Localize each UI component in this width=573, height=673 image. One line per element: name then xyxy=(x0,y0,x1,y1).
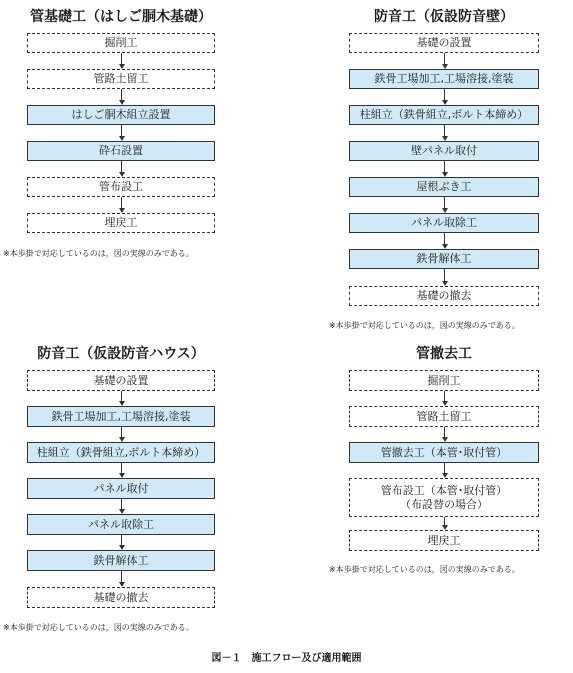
flow-step-label: パネル取除工 xyxy=(88,517,154,531)
flow-step-box xyxy=(27,478,215,499)
flow-step-box xyxy=(27,177,215,197)
flow-title-kantekkyo: 管撤去工 xyxy=(416,346,472,362)
flow-connector-line xyxy=(444,391,445,401)
flow-step-box xyxy=(349,105,539,125)
flow-connector-line xyxy=(444,197,445,208)
flow-step-label: 掘削工 xyxy=(427,373,461,387)
flow-connector-line xyxy=(444,125,445,136)
flow-step-box xyxy=(349,478,539,517)
flow-connector-line xyxy=(121,89,122,100)
flow-step-box xyxy=(27,406,215,427)
flow-note-kantekkyo: ※本歩掛で対応しているのは，図の実線のみである。 xyxy=(329,565,520,574)
flow-connector-line xyxy=(121,427,122,437)
flow-connector-line xyxy=(121,499,122,509)
flow-connector-line xyxy=(444,161,445,172)
flow-note-boon-kabe: ※本歩掛で対応しているのは，図の実線のみである。 xyxy=(329,321,520,330)
flow-step-label: 砕石設置 xyxy=(99,144,143,157)
flow-step-label: 管布設工 xyxy=(99,180,143,193)
flow-step-label: 鉄骨工場加工,工場溶接,塗装 xyxy=(51,409,191,423)
flow-step-box xyxy=(27,69,215,89)
flow-title-boon-house: 防音工（仮設防音ハウス） xyxy=(37,346,205,362)
flow-step-box xyxy=(27,370,215,391)
flow-step-label: 基礎の撤去 xyxy=(93,590,149,604)
flow-step-box xyxy=(349,370,539,391)
flow-step-box xyxy=(349,141,539,161)
flow-step-box xyxy=(27,514,215,535)
flow-connector-line xyxy=(121,197,122,208)
flow-connector-line xyxy=(444,53,445,64)
flow-step-box xyxy=(349,177,539,197)
flow-step-label: 管路土留工 xyxy=(416,409,472,423)
flow-step-label: 埋戻工 xyxy=(427,533,461,547)
flow-connector-line xyxy=(121,463,122,473)
flow-step-box xyxy=(27,442,215,463)
flow-step-label: 基礎の撤去 xyxy=(416,289,472,302)
figure-caption: 図－１ 施工フロー及び適用範囲 xyxy=(211,653,362,664)
flow-step-box xyxy=(349,442,539,463)
flow-step-box xyxy=(349,33,539,53)
flow-title-kankiso: 管基礎工（はしご胴木基礎） xyxy=(30,9,212,25)
flow-step-box xyxy=(349,213,539,233)
flow-connector-line xyxy=(444,427,445,437)
flow-step-label: 管布設工（本管･取付管） （布設替の場合） xyxy=(380,483,508,511)
flow-step-box xyxy=(349,249,539,269)
flow-step-label: 基礎の設置 xyxy=(416,36,472,49)
flow-step-label: 屋根ぶき工 xyxy=(416,180,472,193)
flow-step-box xyxy=(349,406,539,427)
flow-title-boon-kabe: 防音工（仮設防音壁） xyxy=(374,9,514,25)
flow-connector-line xyxy=(444,233,445,244)
flow-connector-line xyxy=(121,161,122,172)
flow-step-label: 鉄骨工場加工,工場溶接,塗装 xyxy=(374,72,514,85)
flow-connector-line xyxy=(444,517,445,525)
flow-connector-line xyxy=(444,463,445,473)
flow-step-label: 管撤去工（本管･取付管） xyxy=(380,445,508,459)
flow-step-label: はしご胴木組立設置 xyxy=(71,108,171,121)
flow-step-label: 基礎の設置 xyxy=(93,373,149,387)
flow-connector-line xyxy=(121,53,122,64)
flow-connector-line xyxy=(121,125,122,136)
flow-connector-line xyxy=(444,269,445,281)
flow-step-box xyxy=(27,141,215,161)
flow-step-box xyxy=(349,530,539,551)
flow-connector-line xyxy=(121,571,122,582)
flow-connector-line xyxy=(444,89,445,100)
flow-step-label: 掘削工 xyxy=(104,36,138,49)
flow-step-box xyxy=(27,105,215,125)
flow-step-label: 柱組立（鉄骨組立,ボルト本締め） xyxy=(36,445,206,459)
flow-step-box xyxy=(349,286,539,306)
flow-step-label: 壁パネル取付 xyxy=(411,144,477,157)
flow-connector-line xyxy=(121,535,122,545)
flow-step-label: 鉄骨解体工 xyxy=(416,252,472,265)
flow-step-box xyxy=(349,69,539,89)
flow-connector-line xyxy=(121,391,122,401)
flow-step-label: 柱組立（鉄骨組立,ボルト本締め） xyxy=(359,108,529,121)
flow-note-kankiso: ※本歩掛で対応しているのは，図の実線のみである。 xyxy=(3,249,194,258)
flow-step-box xyxy=(27,587,215,608)
flow-step-label: 埋戻工 xyxy=(104,216,138,229)
flow-note-boon-house: ※本歩掛で対応しているのは，図の実線のみである。 xyxy=(3,623,194,632)
flow-step-box xyxy=(27,213,215,233)
flow-step-label: 管路土留工 xyxy=(93,72,149,85)
flow-step-label: 鉄骨解体工 xyxy=(93,553,149,567)
flow-step-box xyxy=(27,33,215,53)
flow-step-label: パネル取付 xyxy=(93,481,149,495)
flow-step-box xyxy=(27,550,215,571)
flow-step-label: パネル取除工 xyxy=(411,216,477,229)
